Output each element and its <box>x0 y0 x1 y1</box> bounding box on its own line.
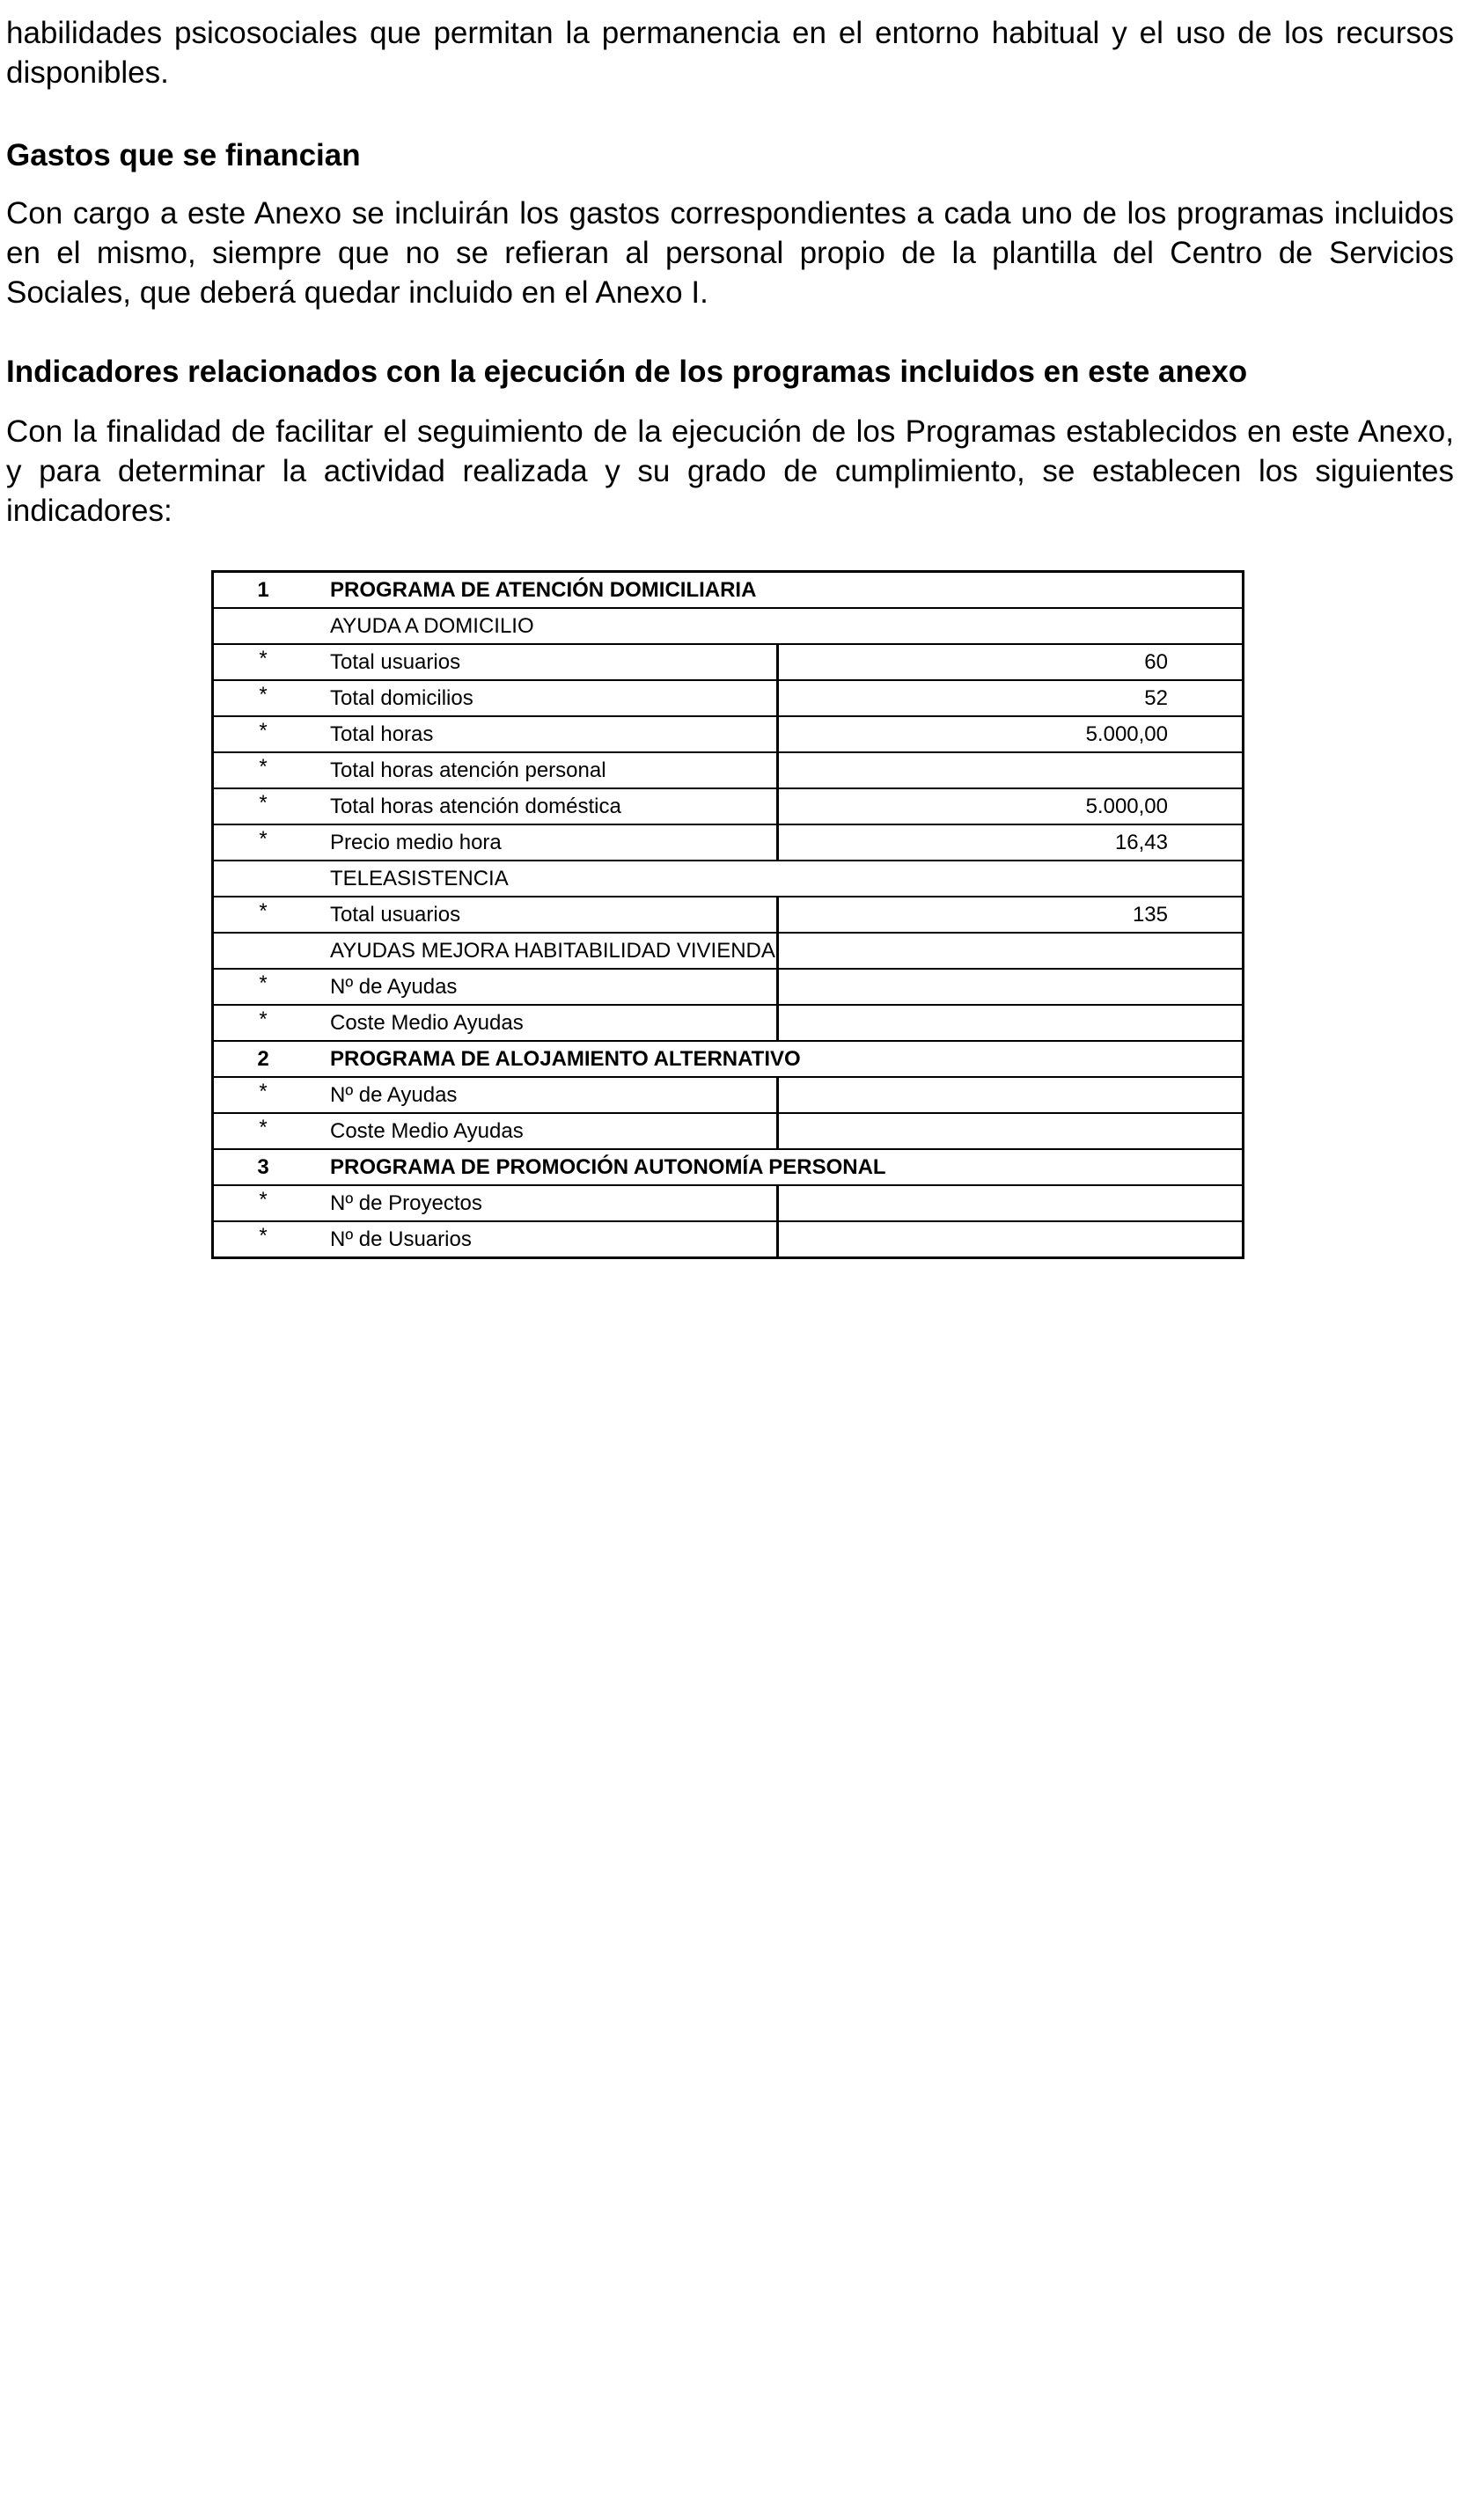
indicator-value: 16,43 <box>778 824 1244 861</box>
paragraph-indicadores: Con la finalidad de facilitar el seguimiento de la ejecución de los Programas establecidos en este Anexo, y para determinar la actividad realizada y su grado de cumplimiento, se establecen los siguientes indicadores: <box>6 414 1454 528</box>
program-title: PROGRAMA DE ATENCIÓN DOMICILIARIA <box>312 572 1244 609</box>
bullet-marker: * <box>213 713 313 749</box>
indicator-label: Nº de Ayudas <box>312 969 778 1005</box>
indicator-label: Total horas atención personal <box>312 752 778 788</box>
indicator-label: Total domicilios <box>312 680 778 716</box>
indicator-value: 135 <box>778 897 1244 933</box>
indicator-label: Precio medio hora <box>312 824 778 861</box>
indicator-value: 5.000,00 <box>778 716 1244 752</box>
section-title: AYUDA A DOMICILIO <box>312 608 1244 644</box>
indicator-value: 52 <box>778 680 1244 716</box>
table-row <box>213 572 1244 609</box>
bullet-marker: * <box>213 965 313 1001</box>
bullet-marker: * <box>213 1182 313 1218</box>
bullet-marker: * <box>213 641 313 677</box>
indicator-value <box>778 1221 1244 1258</box>
indicators-table <box>211 570 1244 1259</box>
bullet-marker: * <box>213 1218 313 1255</box>
heading-indicadores: Indicadores relacionados con la ejecución de los programas incluidos en este anexo <box>6 355 1248 389</box>
table-row <box>213 1041 1244 1077</box>
indicator-value <box>778 969 1244 1005</box>
indicator-value <box>778 1005 1244 1041</box>
indicator-label: Coste Medio Ayudas <box>312 1113 778 1149</box>
paragraph-intro: habilidades psicosociales que permitan la permanencia en el entorno habitual y el uso de los recursos disponibles. <box>6 16 1454 90</box>
indicator-label: Nº de Proyectos <box>312 1185 778 1221</box>
bullet-marker: * <box>213 1073 313 1110</box>
program-title: PROGRAMA DE PROMOCIÓN AUTONOMÍA PERSONAL <box>312 1149 1244 1185</box>
table-row <box>213 933 1244 969</box>
indicator-value: 5.000,00 <box>778 788 1244 824</box>
table-row <box>213 1113 1244 1149</box>
row-number-cell <box>213 608 313 644</box>
table-row <box>213 969 1244 1005</box>
indicator-label: Total horas atención doméstica <box>312 788 778 824</box>
bullet-marker: * <box>213 785 313 821</box>
indicator-value: 60 <box>778 644 1244 680</box>
indicator-label: Nº de Usuarios <box>312 1221 778 1258</box>
row-number-cell <box>213 933 313 969</box>
table-row <box>213 716 1244 752</box>
program-number: 1 <box>213 572 313 609</box>
indicator-label: Total usuarios <box>312 644 778 680</box>
table-row <box>213 897 1244 933</box>
indicator-value <box>778 1077 1244 1113</box>
bullet-marker: * <box>213 749 313 785</box>
table-row <box>213 1221 1244 1258</box>
program-title: PROGRAMA DE ALOJAMIENTO ALTERNATIVO <box>312 1041 1244 1077</box>
table-row <box>213 788 1244 824</box>
table-row <box>213 1005 1244 1041</box>
table-row <box>213 1077 1244 1113</box>
indicators-table-body <box>213 572 1244 1258</box>
bullet-marker: * <box>213 893 313 929</box>
table-row <box>213 824 1244 861</box>
table-row <box>213 608 1244 644</box>
table-row <box>213 1149 1244 1185</box>
indicator-value <box>778 1185 1244 1221</box>
indicator-label: Total usuarios <box>312 897 778 933</box>
heading-gastos: Gastos que se financian <box>6 138 361 172</box>
table-row <box>213 680 1244 716</box>
indicator-value <box>778 1113 1244 1149</box>
table-row <box>213 752 1244 788</box>
bullet-marker: * <box>213 1001 313 1037</box>
bullet-marker: * <box>213 677 313 713</box>
indicator-label: Coste Medio Ayudas <box>312 1005 778 1041</box>
row-number-cell <box>213 861 313 897</box>
program-number: 3 <box>213 1149 313 1185</box>
bullet-marker: * <box>213 1110 313 1146</box>
program-number: 2 <box>213 1041 313 1077</box>
indicator-label: Total horas <box>312 716 778 752</box>
table-row <box>213 1185 1244 1221</box>
indicator-label: Nº de Ayudas <box>312 1077 778 1113</box>
section-title: AYUDAS MEJORA HABITABILIDAD VIVIENDA <box>312 933 778 969</box>
bullet-marker: * <box>213 821 313 857</box>
table-row <box>213 644 1244 680</box>
indicator-value <box>778 933 1244 969</box>
section-title: TELEASISTENCIA <box>312 861 1244 897</box>
indicator-value <box>778 752 1244 788</box>
paragraph-gastos: Con cargo a este Anexo se incluirán los gastos correspondientes a cada uno de los programas incluidos en el mismo, siempre que no se refieran al personal propio de la plantilla del Centro de Servicios Sociales, que deberá quedar incluido en el Anexo I. <box>6 196 1454 310</box>
table-row <box>213 861 1244 897</box>
